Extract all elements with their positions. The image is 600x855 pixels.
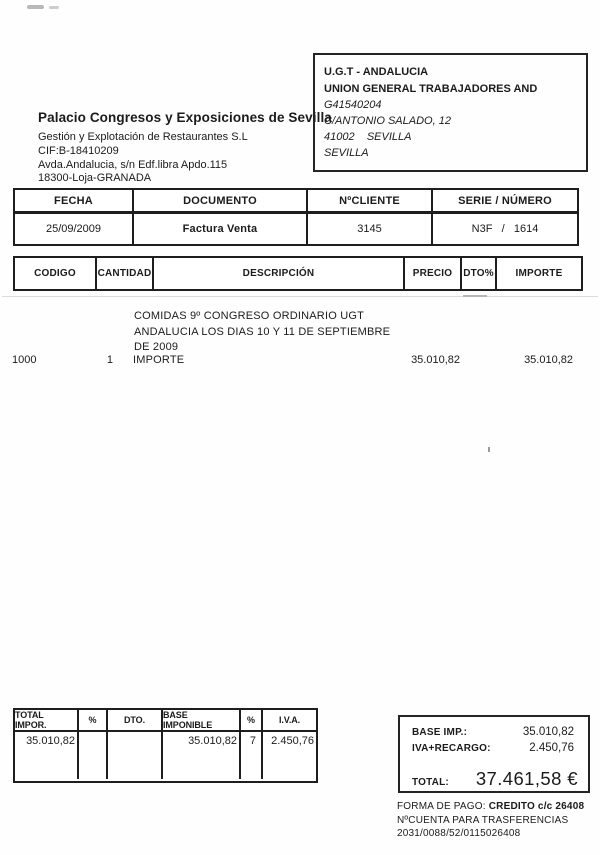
document-header-table bbox=[13, 188, 579, 246]
scan-artifact-dash bbox=[49, 6, 59, 9]
pct-dto-header: % bbox=[79, 710, 108, 730]
supplier-name: Palacio Congresos y Exposiciones de Sevilla bbox=[38, 110, 332, 125]
precio-header: PRECIO bbox=[405, 258, 462, 289]
pct-dto-value bbox=[79, 732, 108, 779]
cliente-value: 3145 bbox=[308, 214, 433, 244]
serie-numero-value: N3F / 1614 bbox=[471, 223, 539, 235]
invoice-summary-box bbox=[398, 715, 590, 793]
pct-iva-header: % bbox=[241, 710, 263, 730]
item-description-block bbox=[134, 309, 390, 356]
item-codigo: 1000 bbox=[12, 354, 37, 366]
item-row bbox=[0, 354, 600, 367]
item-description-line: ANDALUCIA LOS DIAS 10 Y 11 DE SEPTIEMBRE bbox=[134, 325, 391, 338]
descripcion-header: DESCRIPCIÓN bbox=[154, 258, 405, 289]
transfer-account-label: NºCUENTA PARA TRASFERENCIAS bbox=[397, 815, 569, 826]
base-imp-label: BASE IMP.: bbox=[412, 727, 468, 738]
fecha-value: 25/09/2009 bbox=[15, 214, 134, 244]
total-value: 37.461,58 € bbox=[475, 768, 578, 789]
item-importe: 35.010,82 bbox=[524, 354, 573, 366]
dto-amount-value bbox=[108, 732, 163, 779]
supplier-city: 18300-Loja-GRANADA bbox=[38, 172, 152, 184]
scan-shadow-line bbox=[2, 296, 598, 297]
customer-address: C/ANTONIO SALADO, 12 bbox=[324, 115, 451, 127]
scan-artifact-speck bbox=[488, 447, 490, 452]
base-imponible-header: BASE IMPONIBLE bbox=[163, 710, 241, 730]
customer-address-box bbox=[313, 53, 588, 172]
documento-value: Factura Venta bbox=[134, 214, 308, 244]
iva-recargo-value: 2.450,76 bbox=[529, 742, 574, 754]
customer-postal-city: 41002 SEVILLA bbox=[324, 131, 412, 143]
base-imp-value: 35.010,82 bbox=[522, 726, 574, 738]
iva-value: 2.450,76 bbox=[271, 735, 314, 747]
total-impor-header: TOTAL IMPOR. bbox=[15, 710, 79, 730]
supplier-address: Avda.Andalucia, s/n Edf.libra Apdo.115 bbox=[38, 159, 228, 171]
customer-province: SEVILLA bbox=[324, 147, 369, 159]
transfer-account-number: 2031/0088/52/0115026408 bbox=[397, 828, 521, 839]
payment-method-value: CREDITO c/c 26408 bbox=[488, 801, 585, 812]
payment-method-line bbox=[397, 801, 584, 812]
items-table-header bbox=[13, 256, 583, 291]
customer-full-name: UNION GENERAL TRABAJADORES AND bbox=[324, 83, 538, 95]
payment-method-label: FORMA DE PAGO: bbox=[397, 801, 486, 812]
fecha-header: FECHA bbox=[15, 190, 134, 211]
item-description-line: DE 2009 bbox=[134, 341, 179, 353]
scan-shadow-segment bbox=[463, 295, 487, 297]
scan-artifact-dash bbox=[27, 5, 44, 9]
document-header-row bbox=[15, 190, 577, 214]
document-values-row bbox=[15, 214, 577, 244]
dto-header: DTO% bbox=[462, 258, 497, 289]
documento-header: DOCUMENTO bbox=[134, 190, 308, 211]
iva-header: I.V.A. bbox=[278, 715, 301, 725]
iva-recargo-label: IVA+RECARGO: bbox=[412, 743, 491, 754]
total-impor-value: 35.010,82 bbox=[15, 732, 79, 779]
supplier-company: Gestión y Explotación de Restaurantes S.L bbox=[38, 131, 248, 143]
item-description-line: COMIDAS 9º CONGRESO ORDINARIO UGT bbox=[134, 310, 365, 322]
totals-header-row bbox=[15, 710, 316, 732]
pct-iva-value: 7 bbox=[241, 732, 263, 779]
item-cantidad: 1 bbox=[106, 354, 113, 366]
cliente-header: NºCLIENTE bbox=[308, 190, 433, 211]
base-imponible-value: 35.010,82 bbox=[163, 732, 241, 779]
item-precio: 35.010,82 bbox=[411, 354, 460, 366]
importe-header: IMPORTE bbox=[515, 268, 563, 279]
cantidad-header: CANTIDAD bbox=[97, 258, 154, 289]
customer-nif: G41540204 bbox=[324, 99, 382, 111]
total-label: TOTAL: bbox=[412, 777, 449, 788]
totals-values-row bbox=[15, 732, 316, 779]
item-descripcion: IMPORTE bbox=[133, 354, 185, 366]
supplier-cif: CIF:B-18410209 bbox=[38, 145, 119, 157]
customer-name: U.G.T - ANDALUCIA bbox=[324, 66, 429, 78]
totals-table bbox=[13, 708, 318, 783]
serie-numero-header: SERIE / NÚMERO bbox=[458, 194, 552, 207]
codigo-header: CODIGO bbox=[15, 258, 97, 289]
dto-amount-header: DTO. bbox=[108, 710, 163, 730]
